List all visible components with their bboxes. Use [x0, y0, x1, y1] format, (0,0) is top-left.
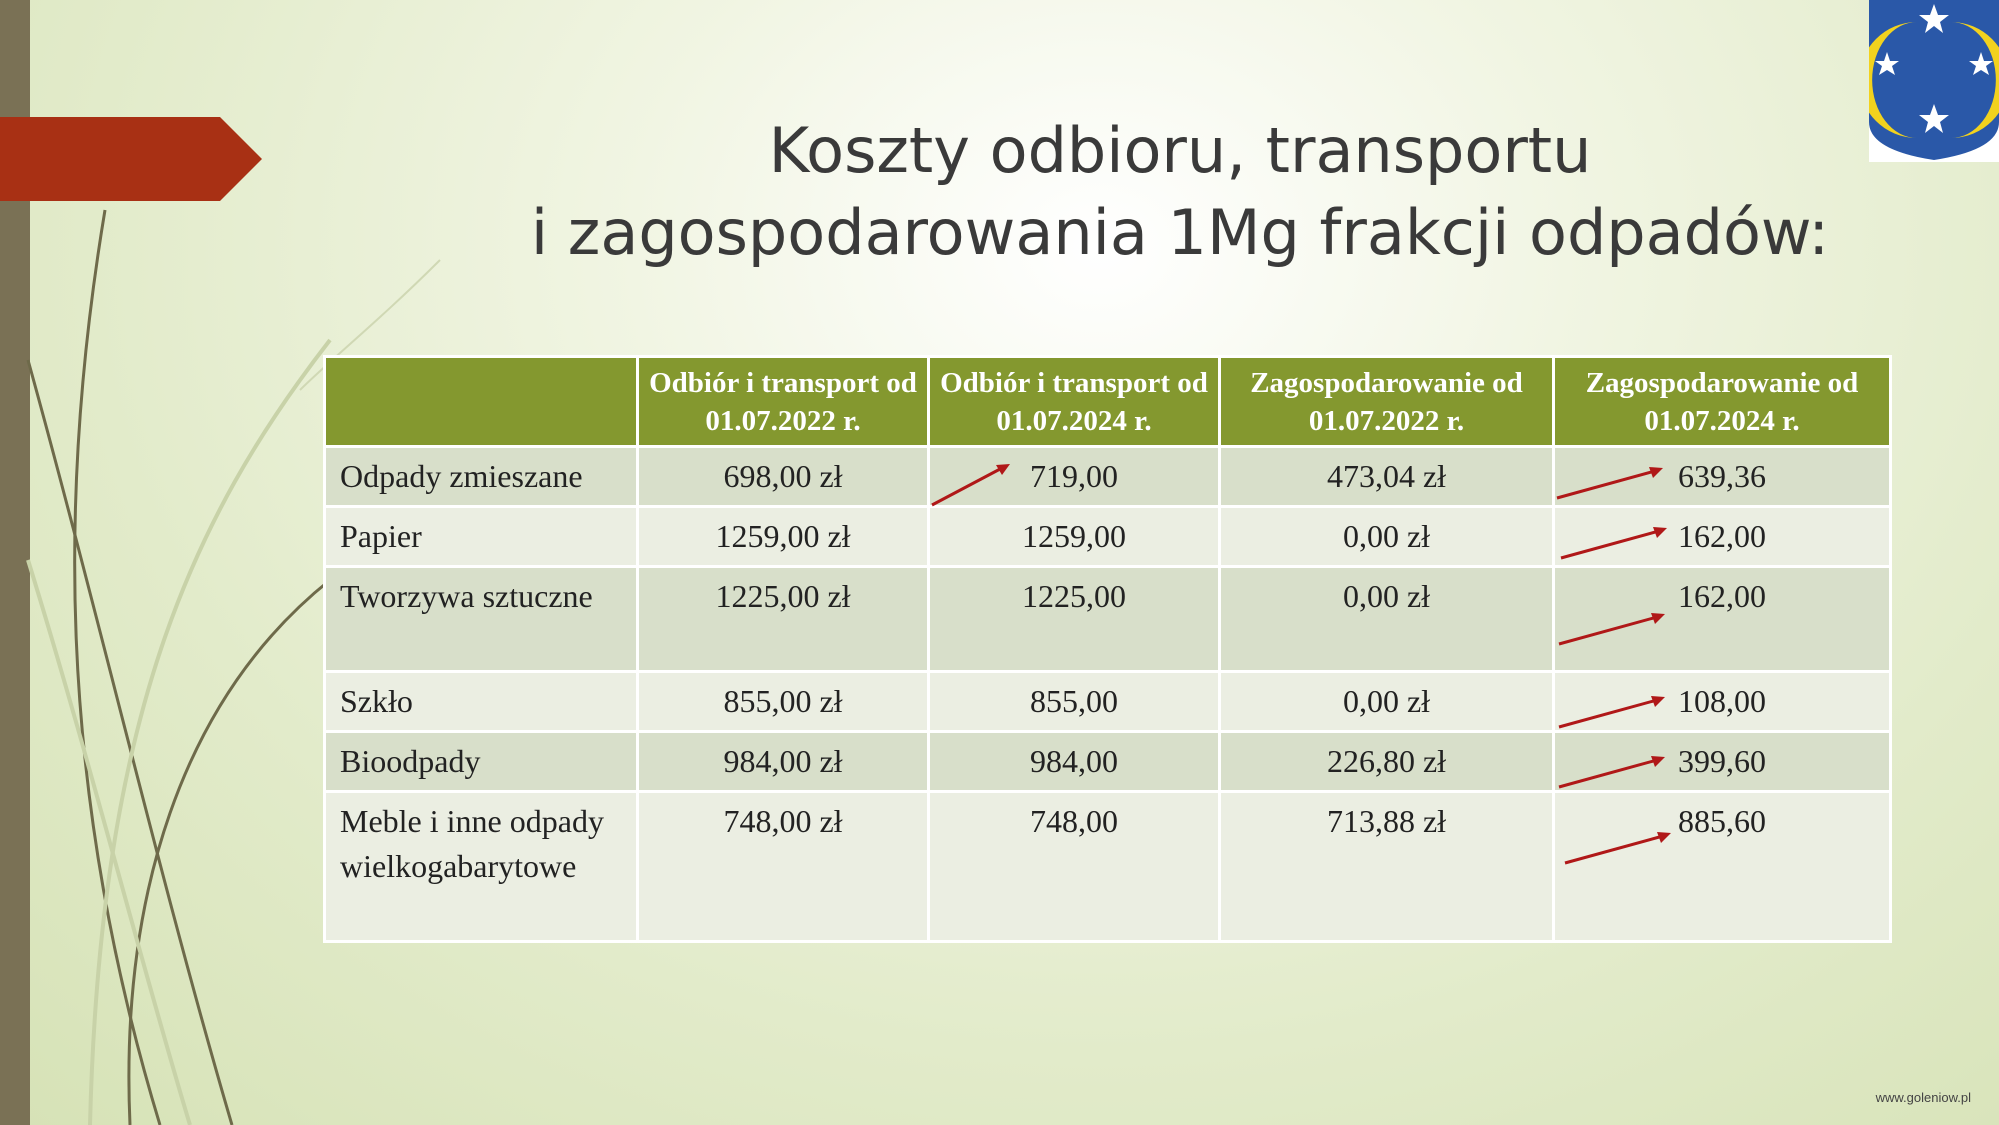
cell-management-2022: 0,00 zł — [1220, 507, 1554, 567]
cell-management-2024 — [1554, 447, 1891, 507]
header-transport-2024: Odbiór i transport od 01.07.2024 r. — [929, 357, 1220, 447]
cell-management-2024 — [1554, 732, 1891, 792]
cell-transport-2024: 1259,00 — [929, 507, 1220, 567]
cell-management-2022: 0,00 zł — [1220, 672, 1554, 732]
crest-icon — [1869, 0, 1999, 162]
cell-value: 639,36 — [1678, 458, 1766, 494]
cell-value: 108,00 — [1678, 683, 1766, 719]
cell-management-2024 — [1554, 672, 1891, 732]
cell-transport-2024: 1225,00 — [929, 567, 1220, 672]
header-management-2022: Zagospodarowanie od 01.07.2022 r. — [1220, 357, 1554, 447]
red-increase-arrow-icon — [1557, 604, 1697, 664]
cell-management-2024 — [1554, 567, 1891, 672]
cell-transport-2022: 748,00 zł — [638, 792, 929, 942]
table-header-row — [325, 357, 1891, 447]
title-line-1: Koszty odbioru, transportu — [768, 114, 1592, 187]
cell-management-2022: 713,88 zł — [1220, 792, 1554, 942]
cost-table — [323, 355, 1892, 943]
row-label: Tworzywa sztuczne — [325, 567, 638, 672]
table-row — [325, 792, 1891, 942]
table-row — [325, 567, 1891, 672]
cell-transport-2024: 748,00 — [929, 792, 1220, 942]
header-management-2024: Zagospodarowanie od 01.07.2024 r. — [1554, 357, 1891, 447]
cell-value: 162,00 — [1678, 578, 1766, 614]
cell-transport-2022: 984,00 zł — [638, 732, 929, 792]
header-empty — [325, 357, 638, 447]
cell-management-2024 — [1554, 792, 1891, 942]
table-row — [325, 507, 1891, 567]
cell-transport-2022: 698,00 zł — [638, 447, 929, 507]
cell-transport-2022: 855,00 zł — [638, 672, 929, 732]
cell-transport-2022: 1225,00 zł — [638, 567, 929, 672]
table-row — [325, 447, 1891, 507]
cell-transport-2024: 984,00 — [929, 732, 1220, 792]
cell-management-2022: 473,04 zł — [1220, 447, 1554, 507]
table-row — [325, 732, 1891, 792]
red-accent-tab — [0, 117, 262, 201]
header-transport-2022: Odbiór i transport od 01.07.2022 r. — [638, 357, 929, 447]
cell-transport-2024: 855,00 — [929, 672, 1220, 732]
cell-management-2022: 0,00 zł — [1220, 567, 1554, 672]
cell-value: 399,60 — [1678, 743, 1766, 779]
footer-url: www.goleniow.pl — [1875, 1090, 1971, 1105]
table-row — [325, 672, 1891, 732]
row-label: Bioodpady — [325, 732, 638, 792]
cell-transport-2024 — [929, 447, 1220, 507]
cell-value: 719,00 — [1030, 458, 1118, 494]
row-label: Papier — [325, 507, 638, 567]
row-label: Meble i inne odpady wielkogabarytowe — [325, 792, 638, 942]
row-label: Szkło — [325, 672, 638, 732]
cell-value: 885,60 — [1678, 803, 1766, 839]
title-line-2: i zagospodarowania 1Mg frakcji odpadów: — [530, 196, 1830, 269]
cell-transport-2022: 1259,00 zł — [638, 507, 929, 567]
cell-value: 162,00 — [1678, 518, 1766, 554]
page-title — [440, 110, 1920, 274]
cell-management-2024 — [1554, 507, 1891, 567]
cell-management-2022: 226,80 zł — [1220, 732, 1554, 792]
row-label: Odpady zmieszane — [325, 447, 638, 507]
